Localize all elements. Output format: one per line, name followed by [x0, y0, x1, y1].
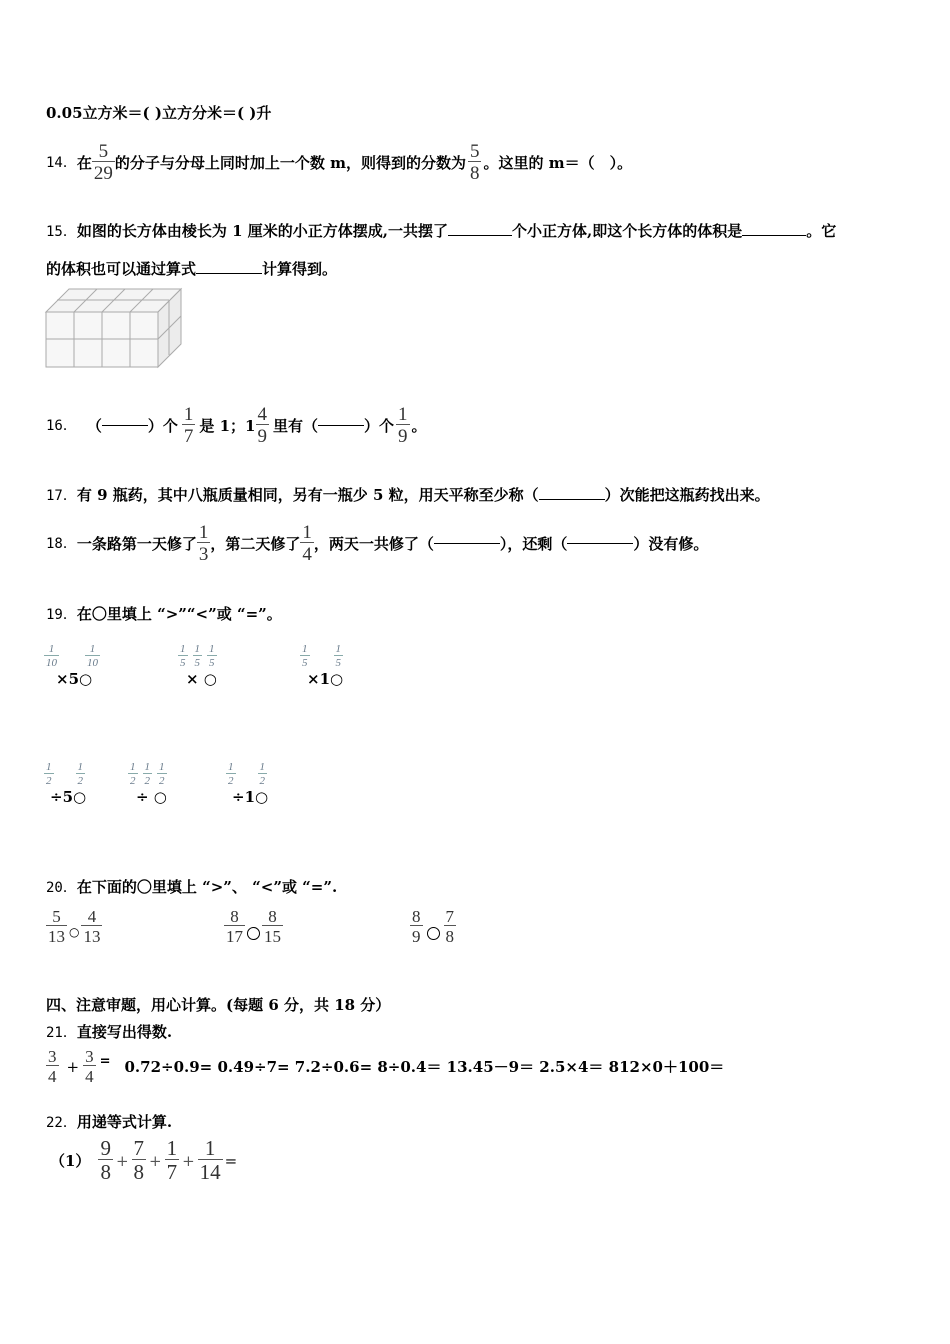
q17-number: 17．: [46, 488, 77, 504]
q21-title: [46, 1021, 172, 1042]
q20-fraction-a: [46, 908, 67, 945]
q19-op-4[interactable]: ÷5○: [50, 788, 87, 806]
q19-frac: [226, 762, 236, 787]
q16-blank-2[interactable]: [318, 425, 364, 426]
q17-text-b: ）次能把这瓶药找出来。: [604, 486, 770, 504]
q19-title-text: 在〇里填上 “>”“<”或 “=”。: [76, 605, 282, 623]
q20-fraction-a: [410, 908, 423, 945]
q16-fraction-1: [182, 405, 196, 446]
fraction-numerator: 9: [100, 1136, 111, 1160]
q19-op-3[interactable]: ×1○: [307, 670, 344, 688]
q19-item-3: [300, 644, 343, 669]
fraction-denominator: 8: [445, 927, 454, 946]
q17-text-a: 有 9 瓶药，其中八瓶质量相同，另有一瓶少 5 粒，用天平称至少称（: [76, 486, 539, 504]
q19-frac: [300, 644, 310, 669]
q20-pair-3: [410, 908, 456, 945]
q19-item-6: [226, 762, 267, 787]
fraction-numerator: 1: [194, 643, 200, 655]
q20-fraction-b: [444, 908, 457, 945]
fraction-numerator: 1: [144, 761, 150, 773]
q15-text-b: 个小正方体,即这个长方体的体积是: [511, 222, 743, 240]
fraction-denominator: 17: [226, 927, 243, 946]
q19-frac: [207, 644, 217, 669]
q19-frac: [193, 644, 203, 669]
q19-frac: [178, 644, 188, 669]
fraction-numerator: 1: [89, 643, 96, 655]
fraction-denominator: 2: [259, 775, 265, 787]
fraction-denominator: 9: [398, 425, 408, 447]
fraction-numerator: 1: [166, 1136, 178, 1160]
q22-expression: [50, 1138, 237, 1183]
q22-fraction-1: [98, 1138, 113, 1183]
fraction-numerator: 1: [48, 643, 55, 655]
q18-fraction-2: [300, 523, 314, 564]
q14-text-b: 的分子与分母上同时加上一个数 m，则得到的分数为: [114, 153, 466, 172]
fraction-denominator: 4: [302, 543, 312, 565]
q21-number: 21．: [46, 1025, 77, 1041]
compare-circle-small[interactable]: ○: [69, 924, 80, 939]
fraction-denominator: 8: [100, 1160, 111, 1184]
q19-number: 19．: [46, 607, 77, 623]
q15-number: 15．: [46, 224, 77, 240]
q22-title: [46, 1111, 172, 1132]
q18-line: [46, 518, 708, 568]
q13-text: 0.05立方米＝( )立方分米＝( )升: [46, 104, 272, 122]
fraction-denominator: 2: [130, 775, 136, 787]
q17-blank[interactable]: [539, 499, 605, 500]
q19-op-6[interactable]: ÷1○: [232, 788, 269, 806]
q14-fraction-1: [92, 142, 115, 183]
q20-number: 20．: [46, 880, 77, 896]
fraction-denominator: 8: [469, 162, 480, 184]
q22-fraction-2: [132, 1138, 147, 1183]
q15-line-1: [46, 220, 836, 241]
q20-fraction-b: [81, 908, 102, 945]
fraction-denominator: 4: [85, 1067, 94, 1086]
fraction-numerator: 1: [302, 521, 312, 543]
q19-frac: [76, 762, 86, 787]
fraction-denominator: 14: [199, 1160, 221, 1184]
q18-number: 18．: [46, 536, 77, 552]
fraction-denominator: 5: [180, 657, 186, 669]
q19-frac: [44, 762, 54, 787]
fraction-numerator: 1: [77, 761, 83, 773]
fraction-denominator: 3: [198, 543, 209, 565]
fraction-numerator: 5: [98, 140, 109, 162]
equals-sign: =: [224, 1151, 238, 1170]
q13-line: [46, 102, 271, 123]
fraction-numerator: 1: [335, 643, 341, 655]
q19-frac: [157, 762, 167, 787]
fraction-denominator: 7: [166, 1160, 178, 1184]
fraction-denominator: 2: [46, 775, 52, 787]
fraction-numerator: 1: [398, 403, 408, 425]
fraction-denominator: 13: [48, 927, 65, 946]
q16-line: [46, 400, 427, 450]
q19-op-5[interactable]: ÷ ○: [136, 788, 167, 806]
q14-number: 14．: [46, 155, 77, 171]
plus-sign: +: [66, 1057, 80, 1076]
fraction-numerator: 5: [52, 907, 61, 926]
q22-fraction-4: [198, 1138, 223, 1183]
q15-line-2: [46, 258, 337, 279]
q15-text-d: 的体积也可以通过算式: [46, 260, 197, 278]
q15-blank-1[interactable]: [448, 235, 512, 236]
q18-text-d: ），还剩（: [499, 534, 568, 553]
q15-text-c: 。它: [806, 222, 837, 240]
cuboid-figure: [44, 287, 184, 371]
q20-fraction-b: [262, 908, 283, 945]
q16-text-d: 里有（: [273, 416, 319, 435]
fraction-numerator: 8: [412, 907, 421, 926]
fraction-numerator: 1: [183, 403, 194, 425]
fraction-denominator: 9: [412, 927, 421, 946]
q16-fraction-2: [256, 405, 270, 446]
q22-fraction-3: [165, 1138, 180, 1183]
compare-circle[interactable]: [247, 927, 260, 940]
fraction-denominator: 5: [302, 657, 308, 669]
q21-fraction-1: [46, 1048, 59, 1085]
fraction-denominator: 15: [264, 927, 281, 946]
q20-title-text: 在下面的〇里填上 “>”、 “<”或 “=”.: [76, 878, 338, 896]
fraction-denominator: 9: [257, 425, 267, 447]
q19-frac: [85, 644, 100, 669]
q18-blank-2[interactable]: [567, 543, 633, 544]
q19-title: [46, 603, 282, 624]
fraction-numerator: 1: [46, 761, 52, 773]
q16-blank-1[interactable]: [102, 425, 148, 426]
q21-title-text: 直接写出得数.: [76, 1023, 173, 1041]
q18-text-b: ，第二天修了: [210, 534, 301, 553]
q20-pair-1: [46, 908, 102, 945]
fraction-numerator: 1: [198, 521, 209, 543]
fraction-denominator: 5: [209, 657, 215, 669]
fraction-denominator: 4: [48, 1067, 57, 1086]
fraction-numerator: 7: [133, 1136, 145, 1160]
q16-text-a: （: [86, 416, 102, 435]
q16-end: 。: [411, 416, 427, 435]
fraction-denominator: 7: [183, 425, 194, 447]
q18-fraction-1: [197, 523, 211, 564]
fraction-numerator: 4: [257, 403, 267, 425]
q18-blank-1[interactable]: [434, 543, 500, 544]
q19-frac: [258, 762, 268, 787]
plus-sign: +: [149, 1151, 162, 1170]
q17-line: [46, 484, 770, 505]
q20-title: [46, 876, 337, 897]
q21-fraction-2: [83, 1048, 96, 1085]
q16-text-b: ）个: [147, 416, 178, 435]
fraction-denominator: 2: [144, 775, 150, 787]
fraction-numerator: 1: [180, 643, 186, 655]
fraction-denominator: 10: [87, 657, 98, 669]
q21-expressions: [46, 1048, 724, 1085]
fraction-numerator: 8: [230, 907, 239, 926]
fraction-numerator: 4: [87, 907, 97, 926]
q19-item-2: [178, 644, 217, 669]
compare-circle[interactable]: [427, 927, 440, 940]
q21-rest: 0.72÷0.9= 0.49÷7= 7.2÷0.6= 8÷0.4＝ 13.45－9＝ 2.5×4＝ 812×0＋100＝: [124, 1058, 725, 1076]
q19-frac: [143, 762, 153, 787]
fraction-numerator: 1: [159, 761, 165, 773]
q19-op-1[interactable]: ×5○: [56, 670, 93, 688]
fraction-denominator: 8: [133, 1160, 145, 1184]
q18-text-c: ，两天一共修了（: [313, 534, 434, 553]
fraction-numerator: 1: [259, 761, 265, 773]
fraction-numerator: 7: [445, 907, 454, 926]
q19-item-4: [44, 762, 85, 787]
q16-text-c: 是 1；1: [199, 416, 256, 435]
fraction-numerator: 5: [469, 140, 480, 162]
q20-pair-2: [224, 908, 283, 945]
q16-fraction-3: [396, 405, 410, 446]
q14-line: [46, 137, 632, 187]
fraction-denominator: 10: [46, 657, 57, 669]
q19-frac: [44, 644, 59, 669]
q19-item-5: [128, 762, 167, 787]
fraction-denominator: 5: [194, 657, 200, 669]
q16-text-e: ）个: [364, 416, 395, 435]
section-4-title: 四、注意审题，用心计算。(每题 6 分，共 18 分）: [46, 996, 391, 1014]
fraction-numerator: 3: [48, 1047, 57, 1066]
q22-title-text: 用递等式计算.: [76, 1113, 173, 1131]
equals-sign: =: [99, 1054, 111, 1069]
q20-fraction-a: [224, 908, 245, 945]
fraction-numerator: 1: [209, 643, 215, 655]
q14-text-a: 在: [76, 153, 92, 172]
q19-frac: [128, 762, 138, 787]
fraction-denominator: 2: [228, 775, 234, 787]
q15-blank-2[interactable]: [742, 235, 806, 236]
fraction-numerator: 1: [228, 761, 234, 773]
fraction-denominator: 29: [93, 162, 113, 184]
fraction-numerator: 8: [268, 907, 277, 926]
plus-sign: +: [115, 1151, 129, 1170]
q15-text-e: 计算得到。: [262, 260, 338, 278]
plus-sign: +: [182, 1151, 195, 1170]
q22-label: （1）: [50, 1152, 91, 1170]
q15-blank-3[interactable]: [196, 273, 262, 274]
fraction-denominator: 2: [77, 775, 83, 787]
fraction-denominator: 13: [83, 927, 101, 946]
q18-text-a: 一条路第一天修了: [76, 534, 197, 553]
q15-text-a: 如图的长方体由棱长为 1 厘米的小正方体摆成,一共摆了: [76, 222, 448, 240]
q19-op-2[interactable]: × ○: [186, 670, 217, 688]
q19-item-1: [44, 644, 100, 669]
fraction-numerator: 3: [85, 1047, 94, 1066]
fraction-denominator: 5: [335, 657, 341, 669]
q22-number: 22．: [46, 1115, 77, 1131]
fraction-denominator: 2: [159, 775, 165, 787]
fraction-numerator: 1: [302, 643, 308, 655]
q14-fraction-2: [468, 142, 482, 183]
q18-text-e: ）没有修。: [633, 534, 709, 553]
q19-frac: [334, 644, 344, 669]
fraction-numerator: 1: [204, 1136, 216, 1160]
fraction-numerator: 1: [130, 761, 136, 773]
q14-text-c: 。这里的 m＝（ ）。: [483, 153, 633, 172]
q16-number: 16．: [46, 418, 77, 434]
